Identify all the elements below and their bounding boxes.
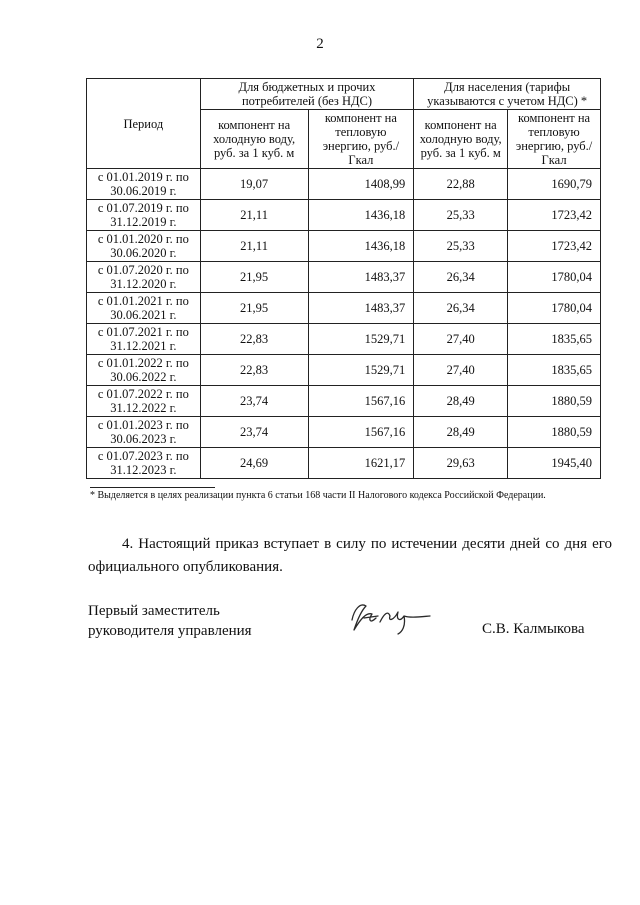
period-cell: с 01.07.2023 г. по 31.12.2023 г.: [87, 448, 201, 479]
cold-water-budget-cell: 23,74: [200, 417, 308, 448]
thermal-population-cell: 1780,04: [508, 262, 601, 293]
table-row: [87, 448, 601, 479]
cold-water-budget-cell: 24,69: [200, 448, 308, 479]
cold-water-budget-cell: 19,07: [200, 169, 308, 200]
thermal-budget-cell: 1483,37: [308, 293, 414, 324]
handwritten-signature: [344, 596, 436, 638]
cold-water-population-cell: 29,63: [414, 448, 508, 479]
page-number: 2: [316, 36, 324, 52]
cold-water-population-cell: 26,34: [414, 262, 508, 293]
footnote: * Выделяется в целях реализации пункта 6 статьи 168 части II Налогового кодекса Российской Федерации.: [90, 490, 546, 501]
header-thermal-budget: компонент на тепловую энергию, руб./Гкал: [308, 110, 414, 169]
cold-water-population-cell: 27,40: [414, 355, 508, 386]
thermal-population-cell: 1835,65: [508, 355, 601, 386]
signatory-title: [88, 601, 252, 641]
thermal-budget-cell: 1483,37: [308, 262, 414, 293]
thermal-budget-cell: 1436,18: [308, 200, 414, 231]
table-header: [87, 79, 601, 169]
thermal-population-cell: 1880,59: [508, 417, 601, 448]
period-cell: с 01.07.2020 г. по 31.12.2020 г.: [87, 262, 201, 293]
cold-water-budget-cell: 22,83: [200, 324, 308, 355]
period-cell: с 01.01.2019 г. по 30.06.2019 г.: [87, 169, 201, 200]
cold-water-population-cell: 27,40: [414, 324, 508, 355]
header-cold-water-population: компонент на холодную воду, руб. за 1 куб. м: [414, 110, 508, 169]
cold-water-budget-cell: 21,95: [200, 293, 308, 324]
thermal-budget-cell: 1529,71: [308, 324, 414, 355]
thermal-population-cell: 1723,42: [508, 231, 601, 262]
thermal-budget-cell: 1567,16: [308, 417, 414, 448]
footnote-divider: [90, 487, 215, 488]
cold-water-population-cell: 25,33: [414, 200, 508, 231]
table-row: [87, 417, 601, 448]
period-cell: с 01.01.2021 г. по 30.06.2021 г.: [87, 293, 201, 324]
table-row: [87, 355, 601, 386]
period-cell: с 01.07.2022 г. по 31.12.2022 г.: [87, 386, 201, 417]
cold-water-population-cell: 26,34: [414, 293, 508, 324]
thermal-budget-cell: 1529,71: [308, 355, 414, 386]
signatory-name: С.В. Калмыкова: [482, 621, 585, 637]
thermal-population-cell: 1690,79: [508, 169, 601, 200]
cold-water-population-cell: 25,33: [414, 231, 508, 262]
cold-water-budget-cell: 21,95: [200, 262, 308, 293]
table-row: [87, 200, 601, 231]
period-cell: с 01.01.2023 г. по 30.06.2023 г.: [87, 417, 201, 448]
thermal-population-cell: 1945,40: [508, 448, 601, 479]
cold-water-budget-cell: 23,74: [200, 386, 308, 417]
signatory-title-line-1: Первый заместитель: [88, 603, 220, 619]
table-row: [87, 169, 601, 200]
period-cell: с 01.01.2020 г. по 30.06.2020 г.: [87, 231, 201, 262]
table-row: [87, 262, 601, 293]
thermal-population-cell: 1880,59: [508, 386, 601, 417]
header-budget-consumers: Для бюджетных и прочих потребителей (без НДС): [200, 79, 414, 110]
paragraph-4: 4. Настоящий приказ вступает в силу по истечении десяти дней со дня его официального опубликования.: [88, 536, 612, 575]
period-cell: с 01.07.2019 г. по 31.12.2019 г.: [87, 200, 201, 231]
cold-water-budget-cell: 22,83: [200, 355, 308, 386]
tariff-table: [86, 78, 601, 479]
header-period: Период: [87, 79, 201, 169]
table-row: [87, 231, 601, 262]
cold-water-population-cell: 28,49: [414, 417, 508, 448]
thermal-population-cell: 1835,65: [508, 324, 601, 355]
cold-water-population-cell: 28,49: [414, 386, 508, 417]
period-cell: с 01.07.2021 г. по 31.12.2021 г.: [87, 324, 201, 355]
signatory-title-line-2: руководителя управления: [88, 623, 252, 639]
thermal-population-cell: 1780,04: [508, 293, 601, 324]
table-body: [87, 169, 601, 479]
header-thermal-population: компонент на тепловую энергию, руб./Гкал: [508, 110, 601, 169]
table-row: [87, 386, 601, 417]
period-cell: с 01.01.2022 г. по 30.06.2022 г.: [87, 355, 201, 386]
header-population: Для населения (тарифы указываются с учетом НДС) *: [414, 79, 601, 110]
table-row: [87, 293, 601, 324]
thermal-budget-cell: 1436,18: [308, 231, 414, 262]
cold-water-budget-cell: 21,11: [200, 200, 308, 231]
cold-water-population-cell: 22,88: [414, 169, 508, 200]
thermal-population-cell: 1723,42: [508, 200, 601, 231]
header-cold-water-budget: компонент на холодную воду, руб. за 1 куб. м: [200, 110, 308, 169]
table-row: [87, 324, 601, 355]
thermal-budget-cell: 1567,16: [308, 386, 414, 417]
cold-water-budget-cell: 21,11: [200, 231, 308, 262]
thermal-budget-cell: 1621,17: [308, 448, 414, 479]
thermal-budget-cell: 1408,99: [308, 169, 414, 200]
